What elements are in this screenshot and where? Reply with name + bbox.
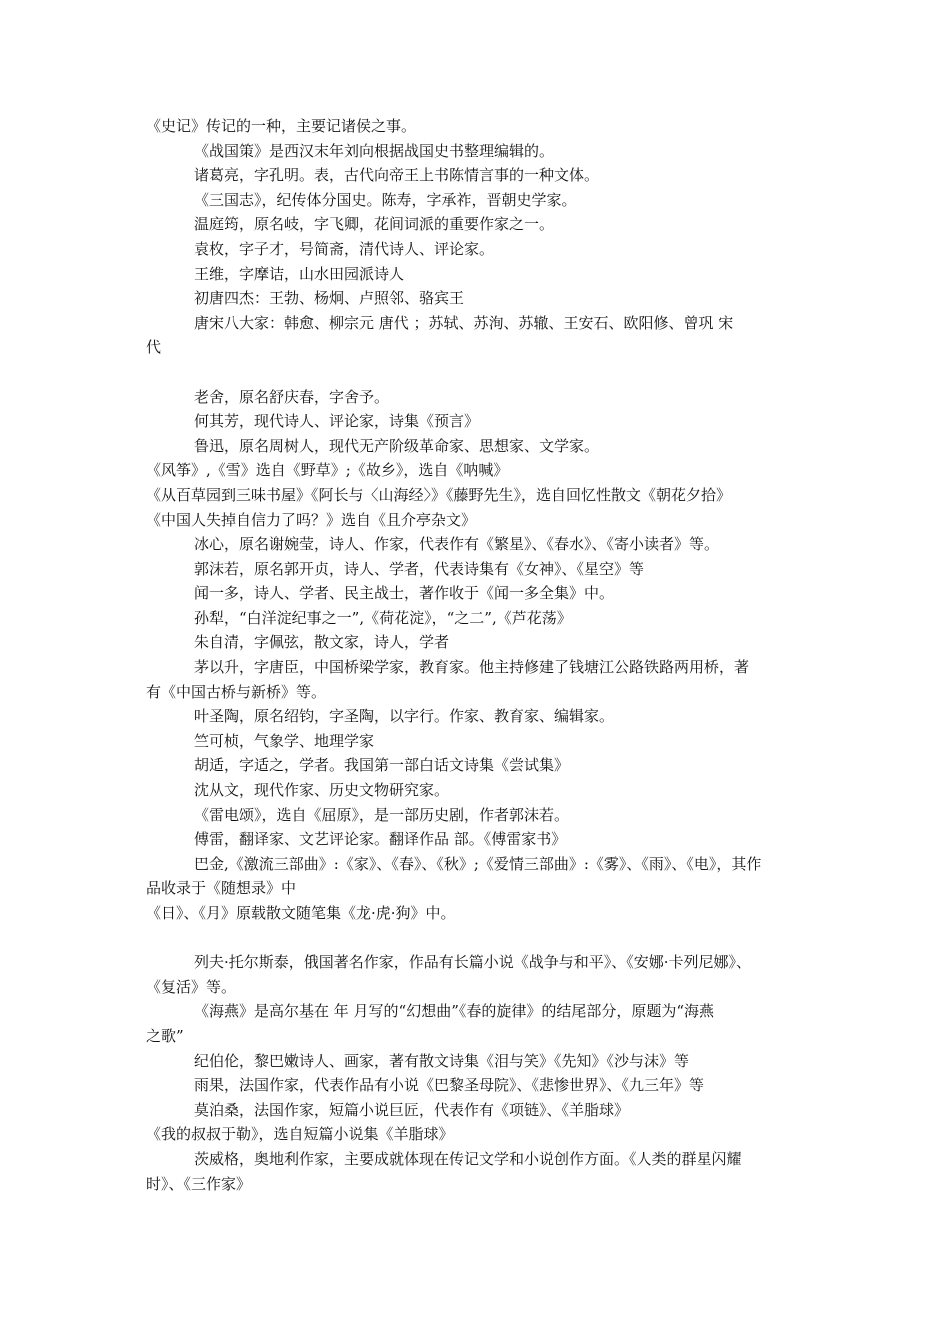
- text-line: 初唐四杰：王勃、杨炯、卢照邻、骆宾王: [194, 289, 465, 308]
- text-line: 雨果，法国作家，代表作品有小说《巴黎圣母院》、《悲惨世界》、《九三年》等: [194, 1076, 705, 1095]
- text-line: 巴金,《激流三部曲》:《家》、《春》、《秋》;《爱情三部曲》:《雾》、《雨》、《电》，其作: [194, 854, 762, 873]
- text-line: 茅以升，字唐臣，中国桥梁学家，教育家。他主持修建了钱塘江公路铁路两用桥，著: [194, 658, 750, 677]
- text-line: 傅雷，翻译家、文艺评论家。翻译作品 部。《傅雷家书》: [194, 830, 567, 849]
- text-line: 时》、《三作家》: [146, 1174, 252, 1193]
- text-line: 唐宋八大家：韩愈、柳宗元 唐代 ；苏轼、苏洵、苏辙、王安石、欧阳修、曾巩 宋: [194, 313, 734, 332]
- text-line: 袁枚，字子才，号简斋，清代诗人、评论家。: [194, 239, 495, 258]
- text-line: 《雷电颂》，选自《屈原》，是一部历史剧，作者郭沫若。: [194, 805, 570, 824]
- text-line: 代: [146, 338, 162, 357]
- text-line: 竺可桢，气象学、地理学家: [194, 731, 375, 750]
- text-line: 《三国志》，纪传体分国史。陈寿，字承祚，晋朝史学家。: [194, 190, 577, 209]
- text-line: 叶圣陶，原名绍钧，字圣陶，以字行。作家、教育家、编辑家。: [194, 707, 615, 726]
- document-body: [146, 114, 812, 1196]
- text-line: 老舍，原名舒庆春，字舍予。: [194, 387, 390, 406]
- text-line: 冰心，原名谢婉莹，诗人、作家，代表作有《繁星》、《春水》、《寄小读者》等。: [194, 535, 720, 554]
- text-line: 《日》、《月》原载散文随笔集《龙·虎·狗》中。: [146, 904, 456, 922]
- text-line: 《史记》传记的一种，主要记诸侯之事。: [146, 117, 417, 135]
- text-line: 诸葛亮，字孔明。表，古代向帝王上书陈情言事的一种文体。: [194, 166, 600, 185]
- text-line: 莫泊桑，法国作家，短篇小说巨匠，代表作有《项链》、《羊脂球》: [194, 1100, 630, 1119]
- text-line: 品收录于《随想录》中: [146, 879, 297, 898]
- text-line: 何其芳，现代诗人、评论家，诗集《预言》: [194, 412, 480, 431]
- text-line: 朱自清，字佩弦，散文家，诗人，学者: [194, 633, 450, 652]
- text-line: 列夫·托尔斯泰，俄国著名作家，作品有长篇小说《战争与和平》、《安娜·卡列尼娜》、: [194, 953, 752, 972]
- text-line: 王维，字摩诘，山水田园派诗人: [194, 264, 405, 283]
- text-line: 温庭筠，原名岐，字飞卿，花间词派的重要作家之一。: [194, 215, 555, 234]
- text-line: 《我的叔叔于勒》，选自短篇小说集《羊脂球》: [146, 1125, 454, 1144]
- text-line: 《战国策》是西汉末年刘向根据战国史书整理编辑的。: [194, 141, 555, 160]
- text-line: 闻一多，诗人、学者、民主战士，著作收于《闻一多全集》中。: [194, 584, 615, 603]
- text-line: 《中国人失掉自信力了吗？》选自《且介亭杂文》: [146, 510, 477, 529]
- text-line: 胡适，字适之，学者。我国第一部白话文诗集《尝试集》: [194, 756, 570, 775]
- text-line: 《风筝》,《雪》选自《野草》;《故乡》，选自《呐喊》: [146, 461, 509, 480]
- blank-line: [146, 360, 812, 385]
- text-line: 纪伯伦，黎巴嫩诗人、画家，著有散文诗集《泪与笑》《先知》《沙与沫》等: [194, 1051, 690, 1070]
- text-line: 茨威格，奥地利作家，主要成就体现在传记文学和小说创作方面。《人类的群星闪耀: [194, 1149, 742, 1168]
- text-line: 鲁迅，原名周树人，现代无产阶级革命家、思想家、文学家。: [194, 436, 600, 455]
- text-line: 之歌”: [146, 1026, 184, 1045]
- text-line: 沈从文，现代作家、历史文物研究家。: [194, 781, 450, 800]
- text-line: 《海燕》是高尔基在 年 月写的“幻想曲”《春的旋律》的结尾部分，原题为“海燕: [194, 1002, 715, 1021]
- text-line: 孙犁，“白洋淀纪事之一”,《荷花淀》，“之二”,《芦花荡》: [194, 608, 572, 627]
- text-line: 《复活》等。: [146, 977, 237, 996]
- text-line: 郭沫若，原名郭开贞，诗人、学者，代表诗集有《女神》、《星空》等: [194, 559, 645, 578]
- text-line: 《从百草园到三味书屋》《阿长与〈山海经〉》《藤野先生》，选自回忆性散文《朝花夕拾》: [146, 485, 732, 504]
- text-line: 有《中国古桥与新桥》等。: [146, 682, 327, 701]
- blank-line: [146, 926, 812, 951]
